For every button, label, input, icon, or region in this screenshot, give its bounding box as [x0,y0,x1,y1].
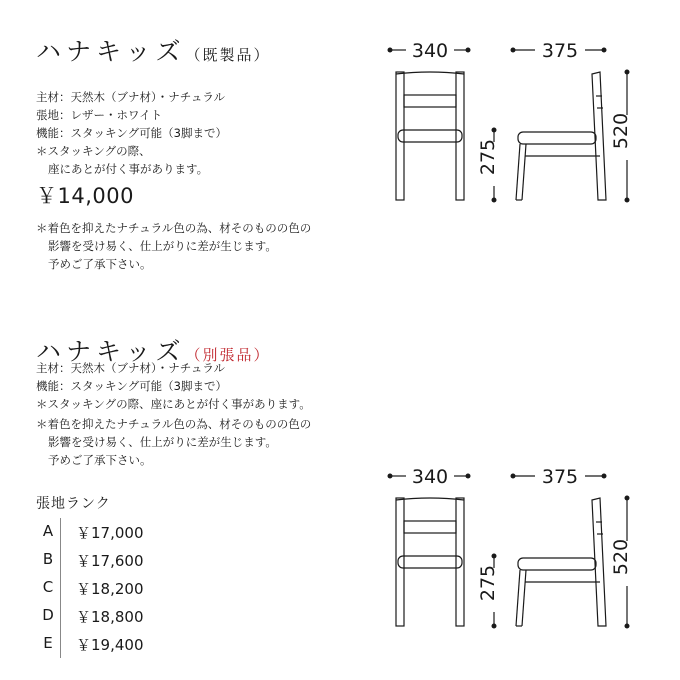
dim-total-height-label: 520 [610,112,632,150]
chair-side-view [516,498,606,626]
product-title-main: ハナキッズ [36,337,186,366]
rank-row-a [36,518,156,546]
product-title-sub: （既製品） [185,46,271,64]
spec-list [36,359,311,469]
color-note-line-2: 影響を受け易く、仕上がりに差が生じます。 [48,435,277,449]
dim-total-height-label: 520 [610,538,632,576]
chair-front-view [396,72,464,200]
dim-width-label: 340 [411,40,449,62]
chair-side-view [516,72,606,200]
upholstery-rank-title: 張地ランク [36,496,111,512]
product-title-main: ハナキッズ [36,37,186,66]
color-note-line-2: 影響を受け易く、仕上がりに差が生じます。 [48,239,277,253]
spec-function: 機能：スタッキング可能（3脚まで） [36,379,227,393]
color-note-line-1: ＊着色を抑えたナチュラル色の為、材そのものの色の [36,221,312,235]
dim-depth-label: 375 [541,40,579,62]
color-note-line-1: ＊着色を抑えたナチュラル色の為、材そのものの色の [36,417,312,431]
rank-row-c [36,574,156,602]
rank-row-d [36,602,156,630]
product-title [36,32,271,68]
rank-row-e [36,630,156,658]
product-section-standard [0,0,680,330]
rank-row-b [36,546,156,574]
rank-price: ￥17,600 [76,552,144,570]
rank-grade: D [42,606,54,624]
color-note-line-3: 予めご了承下さい。 [48,453,152,467]
rank-grade: C [42,578,54,596]
color-note-line-3: 予めご了承下さい。 [48,257,152,271]
rank-price: ￥18,200 [76,580,144,598]
chair-dimension-diagram [380,466,680,646]
spec-material: 主材：天然木（ブナ材）・ナチュラル [36,361,226,375]
rank-price: ￥19,400 [76,636,144,654]
dim-width-label: 340 [411,466,449,488]
spec-stacking-note: ＊スタッキングの際、座にあとが付く事があります。 [36,397,311,411]
rank-price: ￥17,000 [76,524,144,542]
chair-dimension-diagram [380,40,680,220]
rank-price: ￥18,800 [76,608,144,626]
spec-stacking-note: ＊スタッキングの際、 [36,144,151,158]
rank-grade: B [42,550,54,568]
product-title-sub-custom: （別張品） [185,346,271,364]
rank-grade: A [42,522,54,540]
product-section-custom [0,318,680,680]
chair-front-view [396,498,464,626]
spec-list [36,88,227,178]
upholstery-rank-table [36,518,156,658]
dim-seat-height-label: 275 [477,564,499,602]
dim-depth-label: 375 [541,466,579,488]
dim-seat-height-label: 275 [477,138,499,176]
spec-function: 機能：スタッキング可能（3脚まで） [36,126,227,140]
price: ￥14,000 [36,184,134,208]
color-note [36,219,311,273]
spec-material: 主材：天然木（ブナ材）・ナチュラル [36,90,226,104]
rank-grade: E [43,634,53,652]
spec-stacking-note-cont: 座にあとが付く事があります。 [48,162,209,176]
spec-upholstery: 張地：レザー・ホワイト [36,108,163,122]
